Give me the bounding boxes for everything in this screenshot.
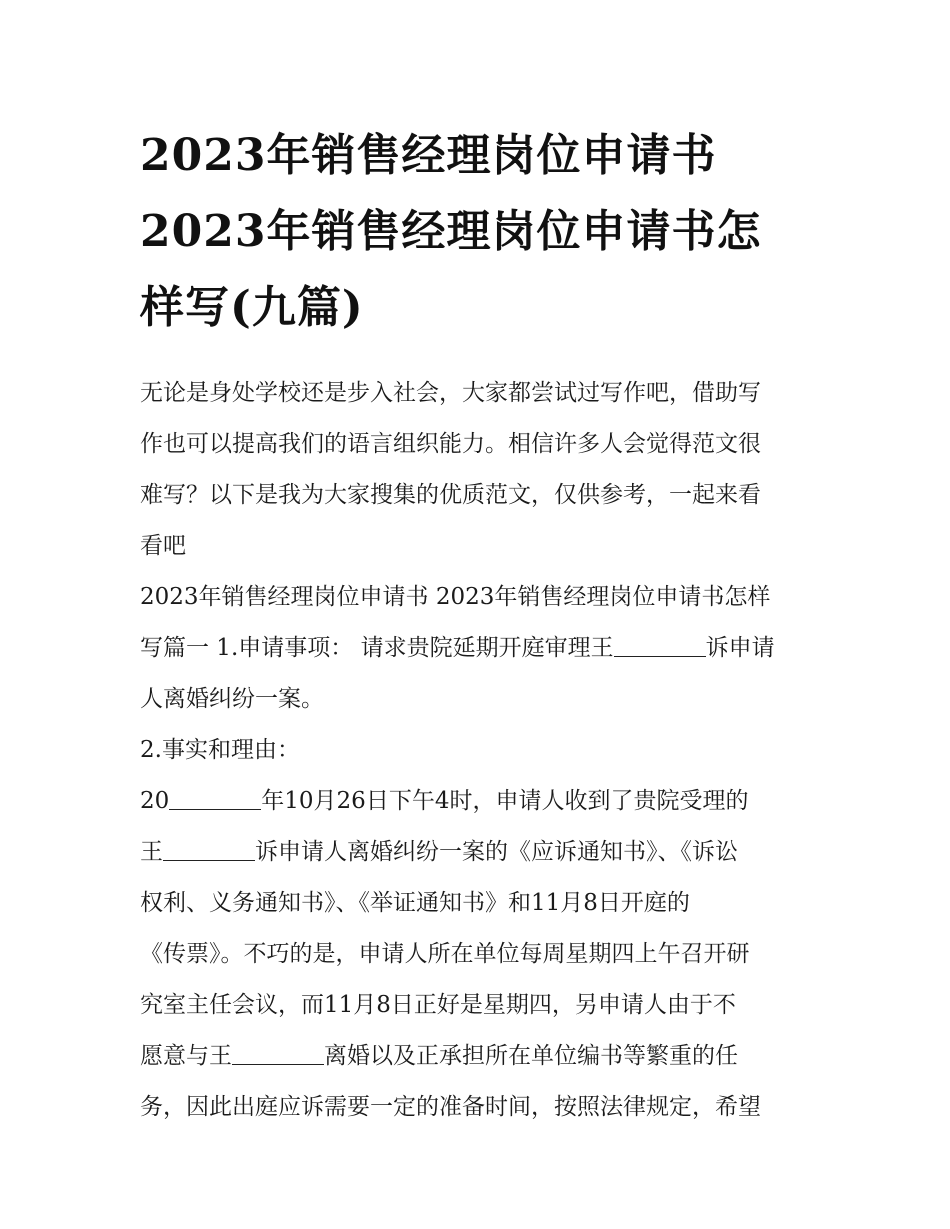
title-line: 2023年销售经理岗位申请书怎 bbox=[140, 206, 762, 257]
line-text: 愿意与王 bbox=[140, 1043, 232, 1069]
paragraph-line: 2.事实和理由： bbox=[140, 737, 300, 763]
intro-line: 无论是身处学校还是步入社会，大家都尝试过写作吧，借助写 bbox=[140, 380, 761, 406]
fill-blank bbox=[232, 1041, 324, 1065]
section-paragraph bbox=[140, 572, 812, 725]
line-text: 年10月26日下午4时，申请人收到了贵院受理的 bbox=[261, 788, 749, 814]
paragraph-line: 《传票》。不巧的是，申请人所在单位每周星期四上午召开研 bbox=[140, 941, 750, 967]
line-text: 写篇一 1.申请事项： 请求贵院延期开庭审理王 bbox=[140, 635, 614, 661]
title-line: 2023年销售经理岗位申请书 bbox=[140, 130, 717, 181]
intro-paragraph bbox=[140, 368, 812, 572]
document-title bbox=[140, 118, 812, 346]
intro-line: 作也可以提高我们的语言组织能力。相信许多人会觉得范文很 bbox=[140, 431, 761, 457]
document-body bbox=[140, 368, 812, 1133]
facts-heading bbox=[140, 725, 812, 776]
paragraph-line bbox=[140, 1031, 812, 1082]
line-text: 20 bbox=[140, 788, 170, 814]
title-line: 样写(九篇) bbox=[140, 282, 364, 333]
fill-blank bbox=[163, 837, 255, 861]
line-text: 诉申请 bbox=[705, 635, 775, 661]
intro-line: 看吧 bbox=[140, 533, 186, 559]
line-text: 诉申请人离婚纠纷一案的《应诉通知书》、《诉讼 bbox=[255, 839, 738, 865]
fill-blank bbox=[169, 786, 261, 810]
paragraph-line bbox=[140, 776, 812, 827]
line-text: 离婚以及正承担所在单位编书等繁重的任 bbox=[324, 1043, 738, 1069]
document-content bbox=[140, 118, 812, 1133]
paragraph-line: 2023年销售经理岗位申请书 2023年销售经理岗位申请书怎样 bbox=[140, 584, 771, 610]
paragraph-line bbox=[140, 623, 812, 674]
line-text: 王 bbox=[140, 839, 163, 865]
paragraph-line bbox=[140, 827, 812, 878]
facts-paragraph bbox=[140, 776, 812, 1133]
fill-blank bbox=[614, 633, 706, 657]
paragraph-line: 究室主任会议，而11月8日正好是星期四，另申请人由于不 bbox=[140, 992, 736, 1018]
paragraph-line: 权利、义务通知书》、《举证通知书》和11月8日开庭的 bbox=[140, 890, 690, 916]
paragraph-line: 务，因此出庭应诉需要一定的准备时间，按照法律规定，希望 bbox=[140, 1094, 761, 1120]
intro-line: 难写？以下是我为大家搜集的优质范文，仅供参考，一起来看 bbox=[140, 482, 761, 508]
paragraph-line: 人离婚纠纷一案。 bbox=[140, 686, 324, 712]
